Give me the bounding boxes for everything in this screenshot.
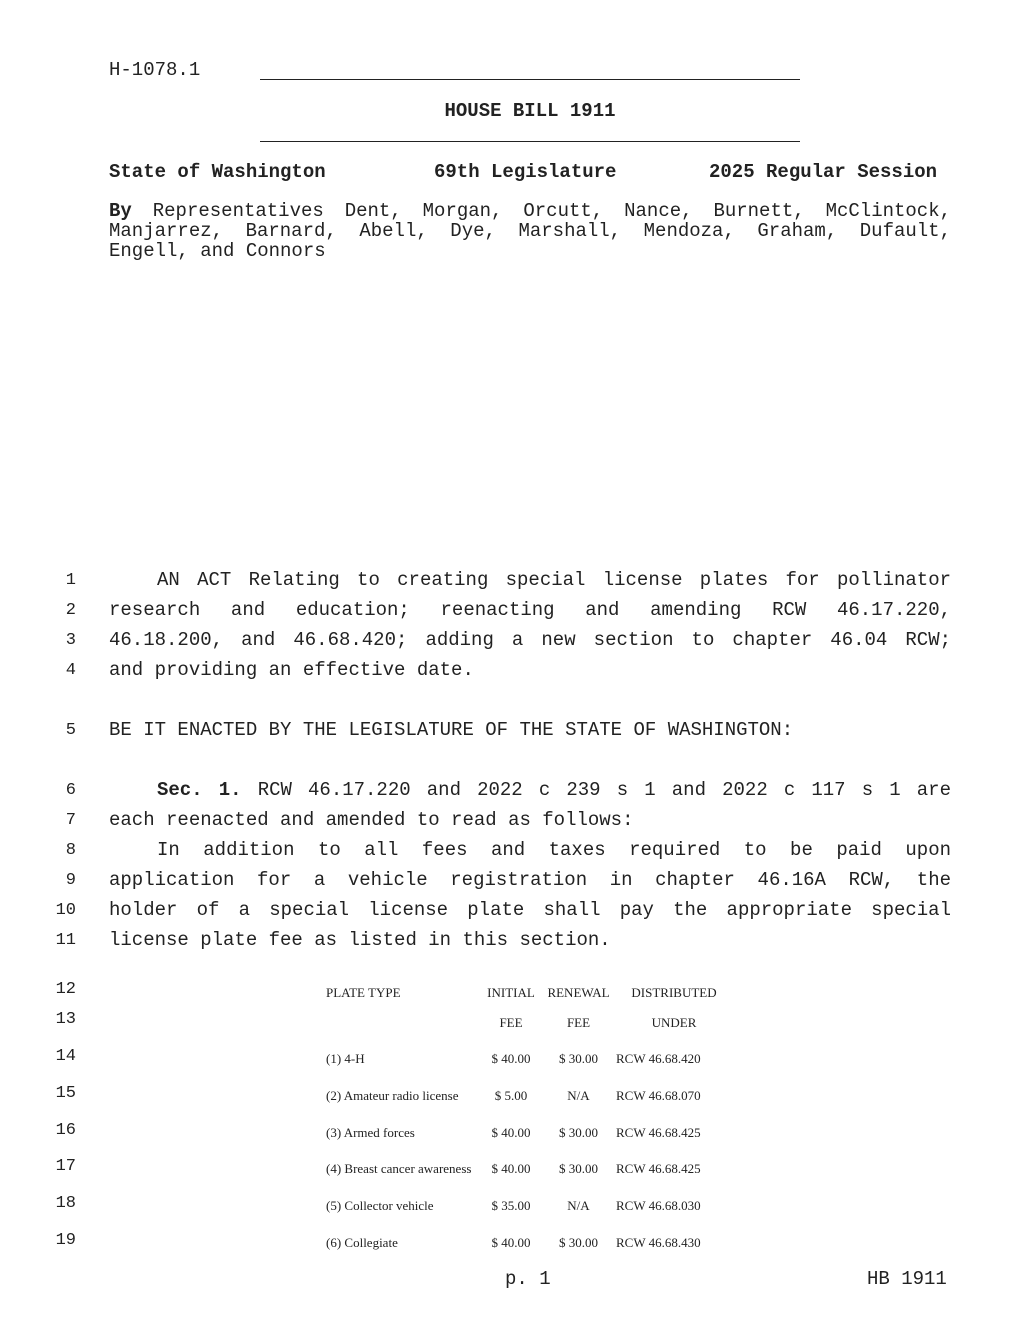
table-cell-renewal: $ 30.00 bbox=[559, 1161, 598, 1176]
table-cell-initial: $ 40.00 bbox=[491, 1235, 531, 1250]
table-cell-initial: $ 40.00 bbox=[491, 1051, 531, 1066]
act-line-3: 46.18.200, and 46.68.420; adding a new section to chapter 46.04 RCW; bbox=[109, 629, 951, 651]
section-label: Sec. 1. bbox=[157, 779, 242, 801]
section-line-7: each reenacted and amended to read as follows: bbox=[109, 809, 634, 831]
table-cell-renewal: $ 30.00 bbox=[559, 1051, 598, 1066]
table-cell-distributed: RCW 46.68.420 bbox=[616, 1051, 701, 1066]
sponsors-line-3: Engell, and Connors bbox=[109, 240, 326, 262]
document-id: H-1078.1 bbox=[109, 59, 201, 81]
sponsors-text-1: Representatives Dent, Morgan, Orcutt, Nance, Burnett, McClintock, bbox=[152, 200, 952, 222]
table-cell-distributed: RCW 46.68.425 bbox=[616, 1125, 701, 1140]
table-cell-type: (3) Armed forces bbox=[326, 1125, 415, 1140]
table-cell-distributed: RCW 46.68.430 bbox=[616, 1235, 701, 1250]
line-number: 1 bbox=[65, 571, 76, 590]
line-number: 4 bbox=[65, 661, 76, 680]
line-number: 6 bbox=[65, 781, 76, 800]
table-cell-initial: $ 35.00 bbox=[491, 1198, 531, 1213]
legislature-label: 69th Legislature bbox=[434, 161, 617, 183]
table-cell-renewal: $ 30.00 bbox=[559, 1125, 598, 1140]
table-cell-distributed: RCW 46.68.070 bbox=[616, 1088, 701, 1103]
line-number: 10 bbox=[55, 901, 76, 920]
page-number: p. 1 bbox=[505, 1268, 551, 1290]
header-plate-type: PLATE TYPE bbox=[326, 985, 401, 1000]
table-cell-renewal: N/A bbox=[567, 1088, 590, 1103]
table-cell-initial: $ 40.00 bbox=[491, 1161, 531, 1176]
table-cell-type: (6) Collegiate bbox=[326, 1235, 398, 1250]
line-number: 3 bbox=[65, 631, 76, 650]
table-cell-type: (1) 4-H bbox=[326, 1051, 365, 1066]
section-1-text: RCW 46.17.220 and 2022 c 239 s 1 and 2022 c 117 s 1 are bbox=[257, 779, 951, 801]
title-rule-top bbox=[260, 79, 800, 80]
table-cell-distributed: RCW 46.68.425 bbox=[616, 1161, 701, 1176]
header-initial: INITIAL bbox=[487, 985, 535, 1000]
table-cell-initial: $ 5.00 bbox=[494, 1088, 528, 1103]
section-1-heading bbox=[109, 779, 951, 801]
table-cell-distributed: RCW 46.68.030 bbox=[616, 1198, 701, 1213]
section-line-8: In addition to all fees and taxes required to be paid upon bbox=[157, 839, 951, 861]
header-initial-fee: FEE bbox=[499, 1015, 523, 1030]
act-line-2: research and education; reenacting and amending RCW 46.17.220, bbox=[109, 599, 951, 621]
title-rule-bottom bbox=[260, 141, 800, 142]
header-under: UNDER bbox=[651, 1015, 697, 1030]
line-number: 17 bbox=[55, 1157, 76, 1176]
table-cell-renewal: N/A bbox=[567, 1198, 590, 1213]
header-renewal-fee: FEE bbox=[566, 1015, 591, 1030]
line-number: 16 bbox=[55, 1121, 76, 1140]
line-number: 14 bbox=[55, 1047, 76, 1066]
sponsors-line-2: Manjarrez, Barnard, Abell, Dye, Marshall, Mendoza, Graham, Dufault, bbox=[109, 220, 951, 242]
line-number: 7 bbox=[65, 811, 76, 830]
line-number: 9 bbox=[65, 871, 76, 890]
header-distributed: DISTRIBUTED bbox=[631, 985, 717, 1000]
bill-title: HOUSE BILL 1911 bbox=[444, 100, 616, 122]
section-line-11: license plate fee as listed in this section. bbox=[109, 929, 611, 951]
line-number: 15 bbox=[55, 1084, 76, 1103]
act-line-4: and providing an effective date. bbox=[109, 659, 474, 681]
line-number: 8 bbox=[65, 841, 76, 860]
line-number: 11 bbox=[55, 931, 76, 950]
state-label: State of Washington bbox=[109, 161, 326, 183]
header-renewal: RENEWAL bbox=[547, 985, 610, 1000]
footer-bill-number: HB 1911 bbox=[867, 1268, 947, 1290]
enacting-clause: BE IT ENACTED BY THE LEGISLATURE OF THE STATE OF WASHINGTON: bbox=[109, 719, 794, 741]
sponsors-line-1 bbox=[109, 201, 951, 221]
table-cell-renewal: $ 30.00 bbox=[559, 1235, 598, 1250]
session-label: 2025 Regular Session bbox=[709, 161, 938, 183]
table-cell-initial: $ 40.00 bbox=[491, 1125, 531, 1140]
table-cell-type: (5) Collector vehicle bbox=[326, 1198, 434, 1213]
line-number: 19 bbox=[55, 1231, 76, 1250]
line-number: 5 bbox=[65, 721, 76, 740]
table-cell-type: (2) Amateur radio license bbox=[326, 1088, 459, 1103]
table-cell-type: (4) Breast cancer awareness bbox=[326, 1161, 472, 1176]
line-number: 12 bbox=[55, 980, 76, 999]
line-number: 18 bbox=[55, 1194, 76, 1213]
section-line-9: application for a vehicle registration in chapter 46.16A RCW, the bbox=[109, 869, 951, 891]
by-label: By bbox=[109, 200, 132, 222]
act-line-1: AN ACT Relating to creating special license plates for pollinator bbox=[157, 569, 951, 591]
line-number: 2 bbox=[65, 601, 76, 620]
line-number: 13 bbox=[55, 1010, 76, 1029]
section-line-10: holder of a special license plate shall pay the appropriate special bbox=[109, 899, 951, 921]
